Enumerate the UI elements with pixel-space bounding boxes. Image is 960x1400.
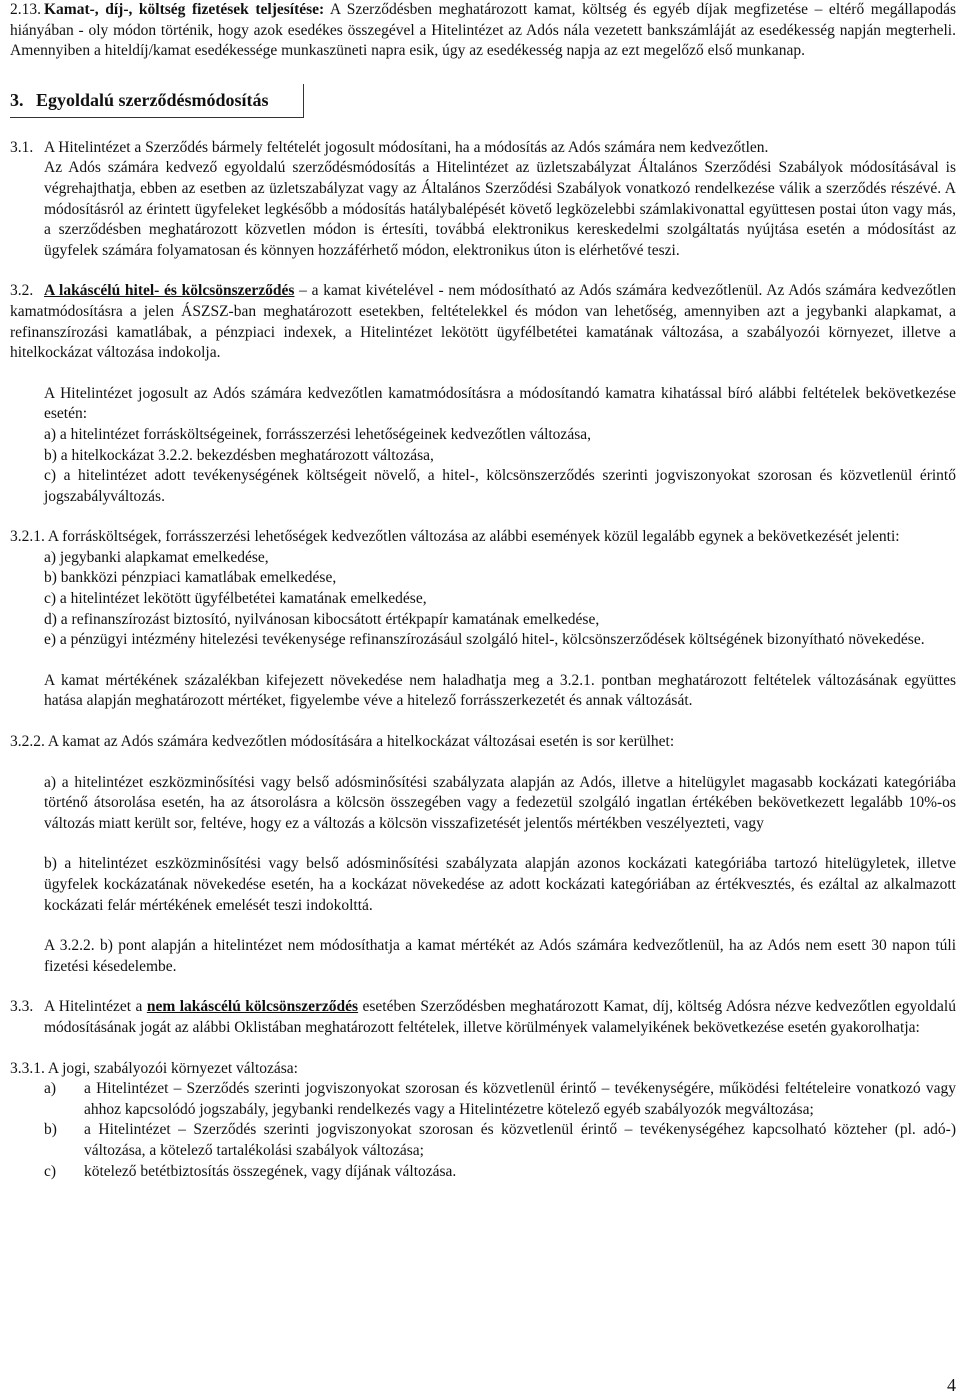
paragraph-3-1	[10, 138, 956, 159]
list-item: c) a hitelintézet adott tevékenységének költségeit növelő, a hitel-, kölcsönszerződés szerinti jogviszonyokat szorosan és közvetlenül érintő jogszabályváltozás.	[44, 467, 956, 505]
paragraph-limit: A kamat mértékének százalékban kifejezett növekedése nem haladhatja meg a 3.2.1. pontban meghatározott feltételek változásának együttes hatása alapján meghatározott mértéket, figyelembe véve a hitelező forrásszerkezetét és annak változását.	[44, 671, 956, 710]
paragraph-3-1-body: Az Adós számára kedvező egyoldalú szerződésmódosítás a Hitelintézet az üzletszabályzat Általános Szerződési Szabályok módosításával is végrehajthatja, ebben az esetben az üzletszabályzat vagy az Általános Szerződési Szabályok vonatkozó rendelkezése válik a szerződés részévé. A módosításról az érintett ügyfeleket legkésőbb a módosítás hatálybalépését követő legközelebbi számlakivonattal együttesen postai úton vagy más, a szerződésben meghatározott közvetlen módon is értesíti, továbbá elektronikus kereskedelmi szolgáltatás nyújtása esetén a módosítást az ügyfelek számára folyamatosan és könnyen hozzáférhető módon, elektronikus úton is elérhetővé teszi.	[44, 159, 956, 259]
list-item: d) a refinanszírozást biztosító, nyilvánosan kibocsátott értékpapír kamatának emelkedése,	[44, 610, 600, 628]
list-item: e) a pénzügyi intézmény hitelezési tevékenysége refinanszírozásául szolgáló hitel-, kölcsönszerződések költségének bizonyítható növekedése.	[44, 631, 925, 649]
list-text: a Hitelintézet – Szerződés szerinti jogviszonyokat szorosan és közvetlenül érintő – tevékenységére, működési feltételeire vonatkozó vagy ahhoz kapcsolódó jogszabály, jegybanki rendelkezés vagy a Hitelintézetre kötelező egyéb szabályozók megváltozása;	[84, 1080, 956, 1118]
paragraph-text: A Hitelintézet a Szerződés bármely feltételét jogosult módosítani, ha a módosítás az Adós számára nem kedvezőtlen.	[44, 138, 769, 156]
list-item	[10, 1079, 956, 1120]
section-number: 2.13.	[10, 1, 41, 18]
paragraph-3-2-conditions: A Hitelintézet jogosult az Adós számára kedvezőtlen kamatmódosításra a módosítandó kamatra kihatással bíró alábbi feltételek bekövetkezése esetén:	[44, 384, 956, 423]
section-title: Egyoldalú szerződésmódosítás	[36, 89, 269, 110]
list-text: a Hitelintézet – Szerződés szerinti jogviszonyokat szorosan és közvetlenül érintő – tevékenységéhez kapcsolható közteher (pl. adó-) változása, a kötelező tartalékolási szabályok változása;	[84, 1121, 956, 1159]
underlined-term: nem lakáscélú kölcsönszerződés	[146, 998, 359, 1016]
paragraph-2-13	[10, 0, 956, 62]
list-item: b) a hitelintézet eszközminősítési vagy belső adósminősítési szabályzata alapján azonos kockázati kategóriába tartozó hitelügyletek, illetve ügyfelek kockázatának növekedése esetén, ha a kockázat növekedése az adott kockázati kategóriában az értékvesztés, és ezáltal az alkalmazott kockázati felár mértékének emelését teszi indokolttá.	[44, 855, 956, 914]
underlined-term: A lakáscélú hitel- és kölcsönszerződés	[44, 282, 295, 300]
section-number: 3.2.	[10, 282, 34, 300]
paragraph-text: esetében Szerződésben meghatározott Kamat, díj, költség Adósra nézve kedvezőtlen egyoldalú módosításának jogát az alábbi Oklistában meghatározott feltételek, illetve körülmények valamelyikének bekövetkezése esetén gyakorolhatja:	[44, 998, 956, 1036]
list-label: c)	[44, 1162, 57, 1180]
paragraph-3-3-1	[10, 1059, 956, 1080]
list-item	[10, 1120, 956, 1161]
paragraph-text: A jogi, szabályozói környezet változása:	[47, 1059, 298, 1077]
list-item: a) a hitelintézet forrásköltségeinek, forrásszerzési lehetőségeinek kedvezőtlen változása,	[44, 425, 591, 443]
list-item: b) bankközi pénzpiaci kamatlábak emelkedése,	[44, 569, 337, 587]
section-number: 3.2.2.	[10, 733, 45, 751]
paragraph-text: A Hitelintézet a	[44, 998, 147, 1016]
list-text: kötelező betétbiztosítás összegének, vagy díjának változása.	[84, 1162, 457, 1180]
paragraph-3-2	[10, 281, 956, 363]
list-item: a) jegybanki alapkamat emelkedése,	[44, 548, 269, 566]
paragraph-text: A Szerződésben meghatározott kamat, költség és egyéb díjak megfizetése – eltérő megállapodás hiányában - oly módon történik, hogy azok esedékes összegével a Hitelintézet az Adós nála vezetett bankszámláját az esedékesség napján megterheli.	[10, 1, 956, 39]
paragraph-3-2-1	[10, 527, 956, 548]
paragraph-text: A kamat az Adós számára kedvezőtlen módosítására a hitelkockázat változásai esetén is sor kerülhet:	[47, 733, 675, 751]
page-number: 4	[947, 1375, 956, 1396]
paragraph-text: Amennyiben a hiteldíj/kamat esedékessége munkaszüneti napra esik, úgy az esedékesség napja az ezt megelőző első munkanap.	[10, 42, 805, 60]
list-item: c) a hitelintézet lekötött ügyfélbetétei kamatának emelkedése,	[44, 590, 427, 608]
list-label: a)	[44, 1080, 57, 1098]
paragraph-text: – a kamat kivételével - nem módosítható az Adós számára kedvezőtlenül. Az Adós számára kedvezőtlen kamatmódosításra a jelen ÁSZSZ-ban meghatározott esetekben, feltételekkel és módon van lehetőség, amennyiben azt a jegybanki alapkamat, a refinanszírozási kamatlábak, a pénzpiaci indexek, a Hitelintézet lekötött ügyfélbetétei kamatának változása, a szabályozói környezet, illetve a hitelkockázat változása indokolja.	[10, 282, 956, 362]
section-number: 3.2.1.	[10, 528, 45, 546]
paragraph-3-2-2	[10, 732, 956, 753]
paragraph-note: A 3.2.2. b) pont alapján a hitelintézet nem módosíthatja a kamat mértékét az Adós számára kedvezőtlenül, ha az Adós nem esett 30 napon túli fizetési késedelembe.	[44, 937, 956, 975]
list-item: b) a hitelkockázat 3.2.2. bekezdésben meghatározott változása,	[44, 446, 434, 464]
paragraph-lead: Kamat-, díj-, költség fizetések teljesítése:	[44, 1, 325, 18]
list-item	[10, 1162, 956, 1183]
paragraph-text: A forrásköltségek, forrásszerzési lehetőségek kedvezőtlen változása az alábbi események közül legalább egynek a bekövetkezését jelenti:	[47, 528, 900, 546]
document-page	[10, 0, 956, 1182]
list-label: b)	[44, 1121, 57, 1139]
section-heading	[10, 84, 304, 118]
list-item: a) a hitelintézet eszközminősítési vagy belső adósminősítési szabályzata alapján az Adós, illetve a hitelügylet magasabb kockázati kategóriába történő átsorolása esetén, ha az átsorolásra a kölcsön összegében vagy a fedezetül szolgáló ingatlan értékében bekövetkezett legalább 10%-os változás miatt került sor, feltéve, hogy ez a változás a kölcsön visszafizetését jelentős mértékben veszélyezteti, vagy	[44, 773, 956, 832]
section-number: 3.3.	[10, 998, 34, 1016]
section-number: 3.	[10, 89, 24, 110]
paragraph-3-3	[10, 997, 956, 1038]
section-number: 3.3.1.	[10, 1059, 45, 1077]
section-number: 3.1.	[10, 138, 34, 156]
